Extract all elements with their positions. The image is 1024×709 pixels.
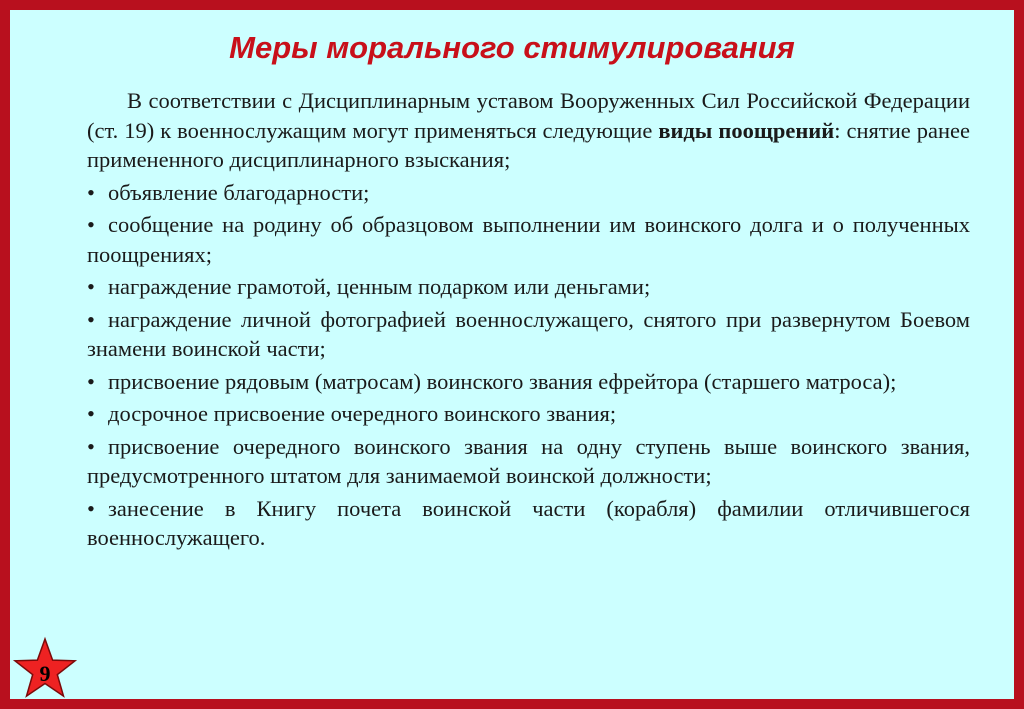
list-item xyxy=(87,178,970,208)
intro-bold-text: виды поощрений xyxy=(658,117,835,143)
bullet: • xyxy=(87,179,95,205)
slide-content xyxy=(87,86,970,553)
list-item xyxy=(87,494,970,553)
page-number: 9 xyxy=(39,661,51,686)
list-item xyxy=(87,399,970,429)
bullet: • xyxy=(87,212,95,237)
list-item-text: досрочное присвоение очередного воинского звания; xyxy=(108,401,617,426)
page-number-badge xyxy=(10,633,80,699)
list-item xyxy=(87,367,970,397)
list-item xyxy=(87,210,970,269)
slide xyxy=(10,10,1014,699)
list-item-text: награждение личной фотографией военнослужащего, снятого при развернутом Боевом знамени воинской части; xyxy=(87,306,970,361)
bullet: • xyxy=(87,401,95,426)
bullet: • xyxy=(87,274,95,299)
red-star-icon xyxy=(10,633,80,699)
intro-paragraph xyxy=(87,86,970,175)
list-item-text: награждение грамотой, ценным подарком или деньгами; xyxy=(108,274,651,299)
list-item xyxy=(87,272,970,302)
intro-text-after: : снятие ранее примененного дисциплинарного взыскания; xyxy=(87,117,970,172)
list-item-text: объявление благодарности; xyxy=(108,179,370,205)
list-item-text: сообщение на родину об образцовом выполнении им воинского долга и о полученных поощрениях; xyxy=(87,212,970,267)
bullet: • xyxy=(87,495,95,521)
bullet: • xyxy=(87,306,95,332)
list-item-text: присвоение рядовым (матросам) воинского звания ефрейтора (старшего матроса); xyxy=(108,368,897,394)
slide-title: Меры морального стимулирования xyxy=(229,30,795,65)
bullet: • xyxy=(87,368,95,394)
list-item xyxy=(87,432,970,491)
list-item-text: занесение в Книгу почета воинской части (корабля) фамилии отличившегося военнослужащего. xyxy=(87,495,970,550)
intro-text-before: В соответствии с Дисциплинарным уставом Вооруженных Сил Российской Федерации (ст. 19) к военнослужащим могут применяться следующие xyxy=(87,88,970,143)
bullet: • xyxy=(87,433,95,459)
list-item-text: присвоение очередного воинского звания на одну ступень выше воинского звания, предусмотренного штатом для занимаемой воинской должности; xyxy=(87,433,970,488)
list-item xyxy=(87,305,970,364)
